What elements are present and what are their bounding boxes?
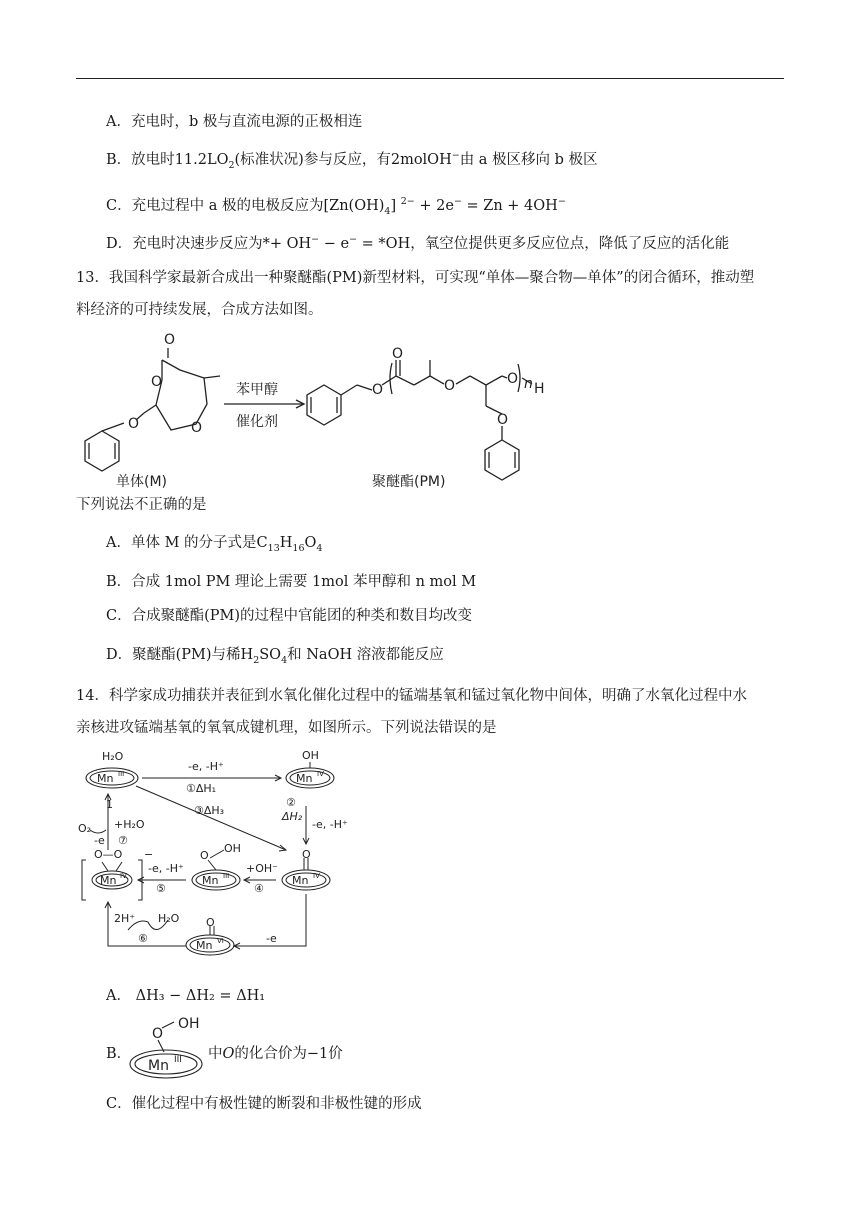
q14-step2-num: ② (286, 796, 296, 809)
q14-b-oh: OH (178, 1016, 200, 1032)
q14-option-b-structure (128, 1012, 208, 1082)
q14-mn-vi-ox: VI (217, 937, 224, 945)
reagent-benzyl-alcohol: 苯甲醇 (236, 382, 278, 398)
q14-minus-e: -e (266, 932, 277, 945)
polymer-ether-o1: O (444, 378, 456, 394)
q14-o-oxo-a: O (302, 848, 311, 861)
q14-option-b-text: 中O的化合价为−1价 (208, 1046, 343, 1062)
q13-question: 下列说法不正确的是 (76, 497, 207, 513)
q14-mn-iv-c-ox: IV (120, 872, 127, 880)
q14-step7-h2o: +H₂O (114, 818, 145, 831)
q14-step7-num: ⑦ (118, 834, 128, 847)
q14-mechanism-figure (76, 746, 348, 960)
polymer-ester-o: O (372, 382, 384, 398)
reagent-catalyst: 催化剂 (236, 414, 278, 430)
q14-step6-w: H₂O (158, 912, 180, 925)
monomer-ring-o2: O (191, 420, 203, 436)
q14-mn-iv-b-ox: IV (313, 872, 320, 880)
q14-mn-iii-a: Mn (97, 772, 114, 785)
q12-option-a: A．充电时，b 极与直流电源的正极相连 (106, 114, 363, 130)
q14-step7-o2: O₂ (78, 822, 92, 835)
q13-option-a: A．单体 M 的分子式是$C_{13}H_{16}O_4$ (106, 535, 323, 554)
polymer-ether-o2: O (507, 371, 519, 387)
q14-mn-iv-a-ox: IV (317, 770, 324, 778)
q14-mn-iv-c: Mn (100, 874, 117, 887)
polymer-label: 聚醚酯(PM) (372, 474, 446, 490)
q14-mn-iv-b: Mn (292, 874, 309, 887)
q14-step2-side: -e, -H⁺ (312, 818, 348, 831)
q14-b-o: O (152, 1026, 164, 1042)
q14-step7-e: -e (94, 834, 105, 847)
monomer-label: 单体(M) (116, 474, 168, 490)
q14-h2o-ligand: H₂O (102, 750, 124, 763)
q14-step2-dh: ΔH₂ (282, 810, 303, 823)
q14-o-oxo-b: O (206, 916, 215, 929)
q12-option-d: D．充电时决速步反应为*+ OH− − e− = *OH，氧空位提供更多反应位点，降低了反应的活化能 (106, 234, 730, 252)
q14-step3: ③ΔH₃ (194, 804, 225, 817)
q14-option-c: C．催化过程中有极性键的断裂和非极性键的形成 (106, 1096, 422, 1112)
q14-step6-h: 2H⁺ (114, 912, 136, 925)
q14-mn-iii-b-ox: III (223, 872, 230, 880)
q13-option-b: B．合成 1mol PM 理论上需要 1mol 苯甲醇和 n mol M (106, 574, 477, 590)
polymer-end-h: H (534, 381, 545, 397)
q13-option-c: C．合成聚醚酯(PM)的过程中官能团的种类和数目均改变 (106, 608, 473, 624)
q14-oh-peroxo: OH (224, 842, 241, 855)
q14-step5-bot: ⑤ (156, 882, 166, 895)
q14-stem-line2: 亲核进攻锰端基氧的氧氧成键机理，如图所示。下列说法错误的是 (76, 720, 497, 736)
q13-stem-line2: 料经济的可持续发展，合成方法如图。 (76, 302, 323, 318)
header-rule (76, 78, 784, 79)
q14-step6: ⑥ (138, 932, 148, 945)
q14-b-mn-ox: III (174, 1055, 182, 1065)
q14-step4-top: +OH⁻ (246, 862, 278, 875)
monomer-ether-o: O (128, 416, 140, 432)
q14-step5-top: -e, -H⁺ (148, 862, 184, 875)
q14-step1-top: -e, -H⁺ (188, 760, 224, 773)
q14-mn-iii-a-ox: III (118, 770, 125, 778)
q14-o-peroxo: O (200, 849, 209, 862)
monomer-carbonyl-o: O (164, 332, 176, 348)
q14-stem-line1: 14．科学家成功捕获并表征到水氧化催化过程中的锰端基氧和锰过氧化物中间体，明确了水氧化过程中水 (76, 688, 747, 704)
q14-mn-iv-a: Mn (296, 772, 313, 785)
q13-stem-line1: 13．我国科学家最新合成出一种聚醚酯(PM)新型材料，可实现“单体—聚合物—单体”的闭合循环，推动塑 (76, 270, 755, 286)
q12-option-c: C．充电过程中 a 极的电极反应为$[Zn(OH)_4] ^{2-} + 2e^- = Zn + 4OH^-$ (106, 196, 566, 217)
q14-step1-bot: ①ΔH₁ (186, 782, 217, 795)
polymer-phenoxy-o: O (497, 412, 509, 428)
q14-option-a: A． ΔH₃ − ΔH₂ = ΔH₁ (106, 988, 266, 1004)
q14-option-b: B． (106, 1046, 132, 1062)
q13-synthesis-figure (72, 328, 592, 490)
monomer-ring-o1: O (151, 374, 163, 390)
polymer-carbonyl-o: O (392, 346, 404, 362)
q14-mn-iii-b: Mn (202, 874, 219, 887)
repeat-n: n (524, 376, 533, 392)
q14-b-mn: Mn (148, 1058, 169, 1074)
q14-mn-vi: Mn (196, 939, 213, 952)
q14-one: 1 (106, 798, 113, 811)
q13-option-d: D．聚醚酯(PM)与稀$H_2SO_4$和 NaOH 溶液都能反应 (106, 647, 444, 666)
q12-option-b: B．放电时$11.2LO_2$(标准状况)参与反应，有2molOH−由 a 极区移向 b 极区 (106, 150, 598, 171)
q14-charge: − (144, 848, 154, 861)
q14-oo-bond: O—O (94, 848, 123, 861)
q14-oh-ligand: OH (302, 749, 319, 762)
q14-step4-bot: ④ (254, 882, 264, 895)
